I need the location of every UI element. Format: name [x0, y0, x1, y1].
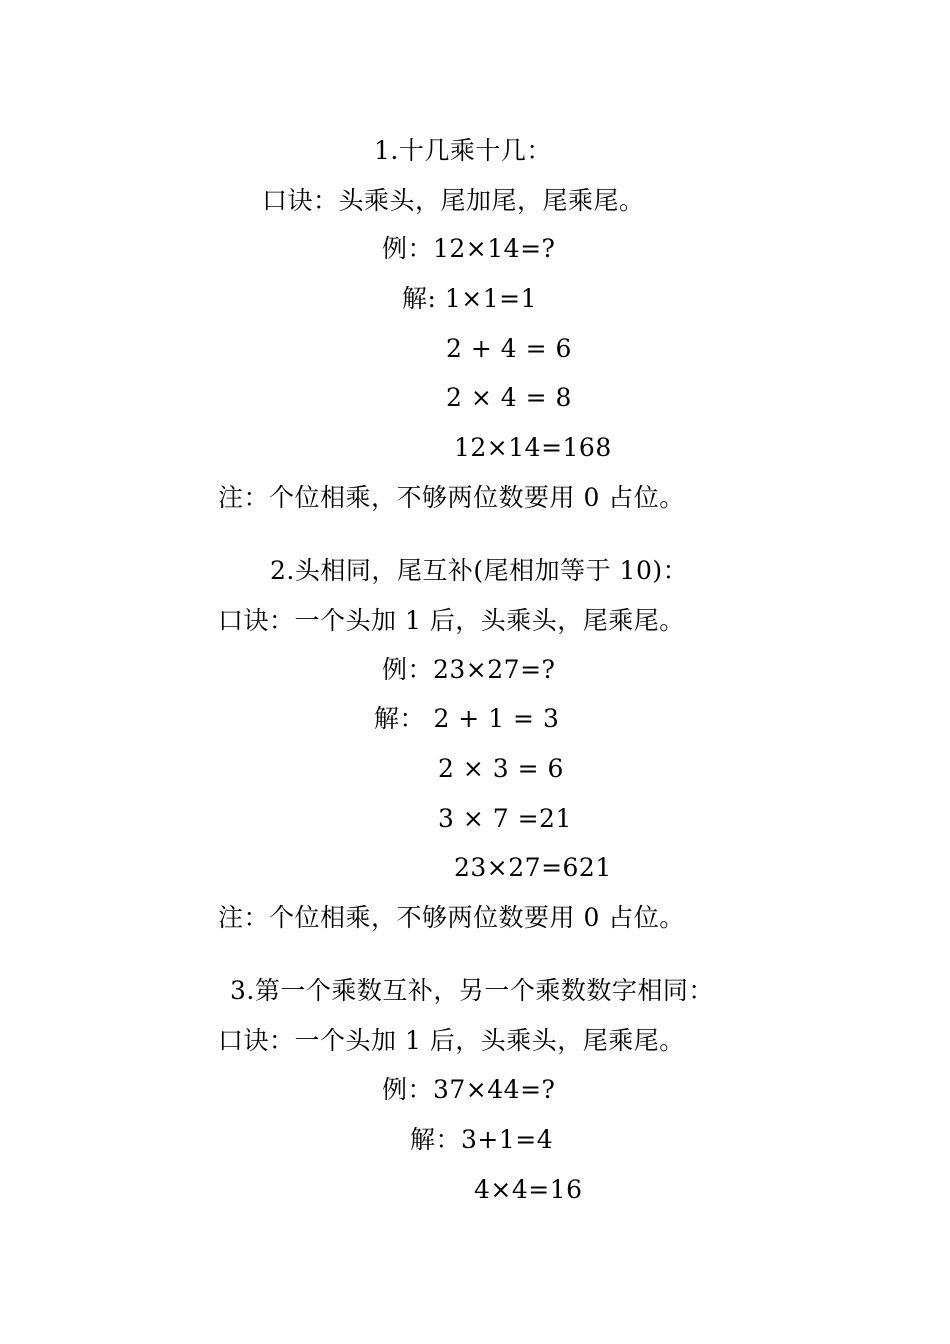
- section3-solution-line-2: 4×4=16: [474, 1175, 583, 1204]
- section1-title: 1.十几乘十几：: [374, 136, 552, 165]
- section1-note: 注：个位相乘，不够两位数要用 0 占位。: [218, 483, 685, 512]
- section1-solution-line-3: 2 × 4 = 8: [446, 383, 572, 412]
- section1-solution-line-2: 2 + 4 = 6: [446, 334, 572, 363]
- section2-solution-line-1: 解： 2 + 1 = 3: [374, 704, 560, 733]
- section1-solution-line-4: 12×14=168: [454, 433, 612, 462]
- section3-solution-line-1: 解：3+1=4: [410, 1125, 554, 1154]
- section3-title: 3.第一个乘数互补，另一个乘数数字相同：: [230, 976, 714, 1005]
- section1-rhyme: 口诀：头乘头，尾加尾，尾乘尾。: [262, 186, 645, 215]
- section1-solution-line-1: 解: 1×1=1: [402, 284, 537, 313]
- section1-example: 例：12×14=?: [382, 234, 556, 263]
- section3-example: 例：37×44=?: [382, 1075, 556, 1104]
- section2-solution-line-2: 2 × 3 = 6: [438, 754, 564, 783]
- section2-example: 例：23×27=?: [382, 655, 556, 684]
- section2-note: 注：个位相乘，不够两位数要用 0 占位。: [218, 903, 685, 932]
- section2-title: 2.头相同，尾互补(尾相加等于 10)：: [270, 556, 689, 585]
- section2-solution-line-3: 3 × 7 =21: [438, 804, 572, 833]
- section2-rhyme: 口诀：一个头加 1 后，头乘头，尾乘尾。: [218, 606, 685, 635]
- section3-rhyme: 口诀：一个头加 1 后，头乘头，尾乘尾。: [218, 1026, 685, 1055]
- section2-solution-line-4: 23×27=621: [454, 853, 612, 882]
